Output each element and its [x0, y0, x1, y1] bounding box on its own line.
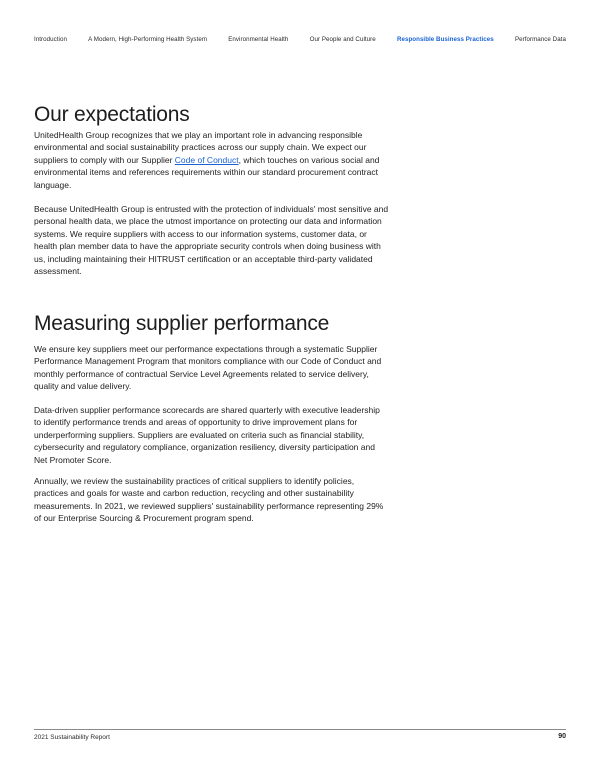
measuring-heading: Measuring supplier performance [34, 312, 330, 335]
measuring-paragraph-3: Annually, we review the sustainability practices of critical suppliers to identify policies, practices and goals for waste and carbon reduction, recycling and other sustainability measurements. In 2021, we reviewed suppliers' sustainability performance representing 29% of our Enterprise Sourcing & Procurement program spend. [34, 476, 384, 524]
code-of-conduct-link[interactable]: Code of Conduct [174, 154, 239, 165]
nav-health-system[interactable]: A Modern, High-Performing Health System [88, 35, 208, 43]
nav-performance-data[interactable]: Performance Data [514, 35, 566, 43]
expectations-heading: Our expectations [34, 103, 190, 126]
expectations-paragraph-1 [34, 129, 389, 191]
section-nav [34, 32, 566, 46]
measuring-paragraph-2: Data-driven supplier performance scorecards are shared quarterly with executive leadership to identify performance trends and areas of opportunity to drive improvement plans for underperforming suppliers. Suppliers are evaluated on criteria such as financial stability, cybersecurity and regulatory compliance, organization resiliency, diversity participation and Net Promoter Score. [34, 405, 380, 465]
expectations-paragraph-2: Because UnitedHealth Group is entrusted with the protection of individuals' most sensitive and personal health data, we place the utmost importance on protecting our data and information systems. We require suppliers with access to our information systems, customer data, or health plan member data to have the appropriate security controls when doing business with us, including maintaining their HITRUST certification or an acceptable third-party validated assessment. [34, 204, 389, 277]
measuring-paragraph-1: We ensure key suppliers meet our performance expectations through a systematic Supplier Performance Management Program that monitors compliance with our Code of Conduct and monthly performance of contractual Service Level Agreements related to service delivery, quality and value delivery. [34, 344, 382, 392]
footer-divider [34, 729, 566, 730]
nav-people-culture[interactable]: Our People and Culture [309, 35, 376, 43]
report-title: 2021 Sustainability Report [34, 734, 110, 741]
expectations-p1-start: UnitedHealth Group recognizes that we play an important role in advancing responsible environmental and social sustainability practices across our supply chain. We expect our suppliers to comply with our Supplier [34, 130, 367, 165]
nav-responsible-business[interactable]: Responsible Business Practices [396, 35, 494, 43]
page-number: 90 [558, 733, 566, 740]
expectations-p1-end: , which touches on various social and environmental items and references requirements within our standard procurement contract language. [34, 154, 380, 190]
nav-environmental-health[interactable]: Environmental Health [228, 35, 289, 43]
nav-introduction[interactable]: Introduction [34, 35, 67, 43]
